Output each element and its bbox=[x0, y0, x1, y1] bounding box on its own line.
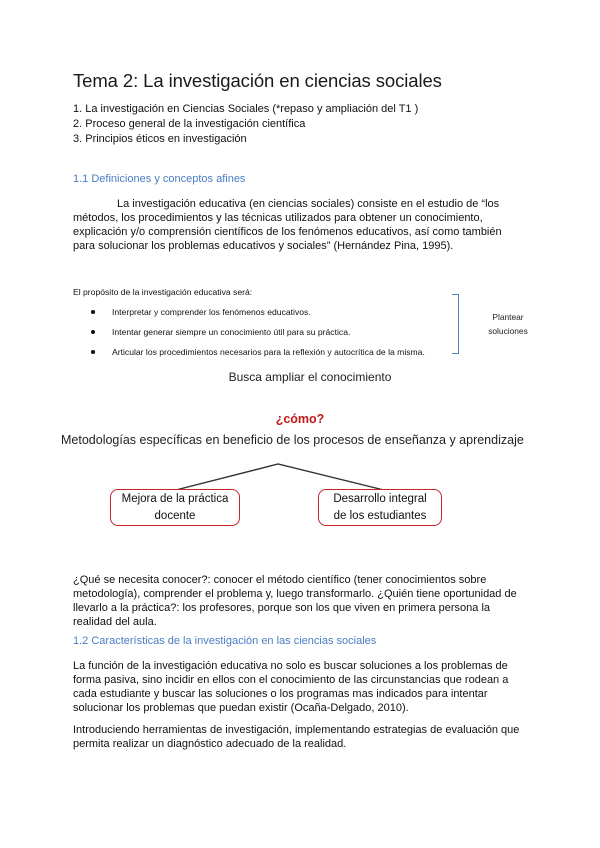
box-mejora-practica bbox=[110, 489, 240, 526]
toc-item: 3. Principios éticos en investigación bbox=[73, 133, 247, 145]
box-line: de los estudiantes bbox=[333, 510, 427, 522]
toc-item: 1. La investigación en Ciencias Sociales (*repaso y ampliación del T1 ) bbox=[73, 103, 419, 115]
side-note-line: soluciones bbox=[488, 326, 528, 336]
definition-text: La investigación educativa (en ciencias sociales) consiste en el estudio de “los métodos, los procedimientos y las técnicas utilizados para obtener un conocimiento, explicación y/o comprensión científicos de los fenómenos educativos, así como también para solucionar los problemas educativos y sociales” (Hernández Pina, 1995). bbox=[73, 198, 502, 252]
brace-bracket bbox=[452, 294, 459, 354]
purpose-list bbox=[76, 305, 425, 365]
connector-lines bbox=[168, 464, 392, 492]
busca-label: Busca ampliar el conocimiento bbox=[228, 370, 392, 384]
need-text: ¿Qué se necesita conocer?: conocer el método científico (tener conocimientos sobre metodología), comprender el problema y, luego transformarlo. ¿Quién tiene oportunidad de llevarlo a la práctica?: los profesores, porque son los que viven en primera persona la realidad del aula. bbox=[73, 574, 517, 628]
purpose-intro: El propósito de la investigación educativa será: bbox=[73, 287, 253, 297]
tools-text: Introduciendo herramientas de investigación, implementando estrategias de evaluación que permita realizar un diagnóstico adecuado de la realidad. bbox=[73, 724, 520, 750]
toc-item: 2. Proceso general de la investigación científica bbox=[73, 118, 306, 130]
question-label: ¿cómo? bbox=[275, 412, 325, 426]
list-item: Intentar generar siempre un conocimiento útil para su práctica. bbox=[76, 325, 425, 345]
function-text: La función de la investigación educativa no solo es buscar soluciones a los problemas de forma pasiva, sino incidir en ellos con el conocimiento de las circunstancias que rodean a cada estudiante y buscar las soluciones o los programas mas indicados para intentar solucionar los problemas que puedan existir (Ocaña-Delgado, 2010). bbox=[73, 660, 509, 714]
list-item: Interpretar y comprender los fenómenos educativos. bbox=[76, 305, 425, 325]
function-paragraph bbox=[73, 659, 528, 715]
list-item: Articular los procedimientos necesarios para la reflexión y autocrítica de la misma. bbox=[76, 345, 425, 365]
page-title: Tema 2: La investigación en ciencias sociales bbox=[73, 70, 442, 91]
section-heading-1-1: 1.1 Definiciones y conceptos afines bbox=[73, 173, 246, 185]
definition-paragraph bbox=[73, 197, 523, 253]
diagram-connectors bbox=[0, 455, 600, 500]
need-paragraph bbox=[73, 573, 528, 629]
side-note bbox=[478, 310, 538, 338]
section-heading-1-2: 1.2 Características de la investigación en las ciencias sociales bbox=[73, 635, 377, 647]
box-line: docente bbox=[154, 510, 196, 522]
box-line: Mejora de la práctica bbox=[121, 493, 229, 505]
box-line: Desarrollo integral bbox=[333, 493, 427, 505]
tools-paragraph bbox=[73, 723, 528, 751]
side-note-line: Plantear bbox=[492, 312, 524, 322]
box-desarrollo-integral bbox=[318, 489, 442, 526]
methodologies-label: Metodologías específicas en beneficio de los procesos de enseñanza y aprendizaje bbox=[61, 433, 524, 447]
